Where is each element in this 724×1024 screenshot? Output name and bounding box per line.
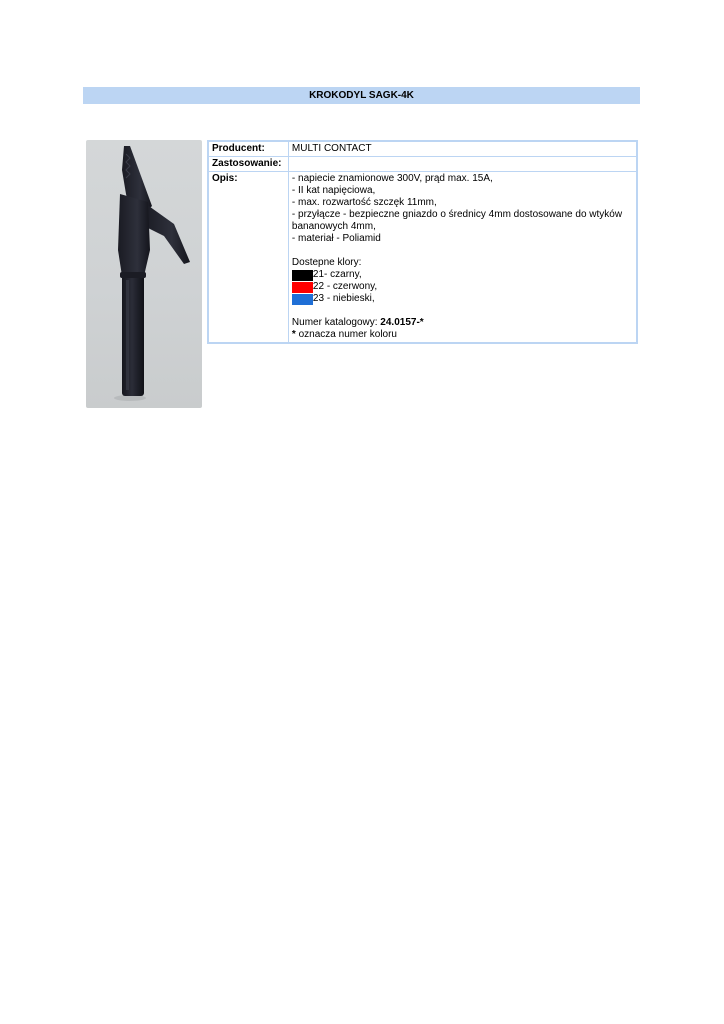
color-option <box>292 281 634 293</box>
opis-line: - napiecie znamionowe 300V, prąd max. 15A, <box>291 173 493 184</box>
catalog-line <box>292 317 634 329</box>
opis-value <box>288 172 637 344</box>
row-zastosowanie <box>208 157 637 172</box>
note-star: * <box>291 329 296 340</box>
color-label: 23 - niebieski, <box>312 293 375 304</box>
spacer <box>292 245 634 257</box>
zastosowanie-value <box>288 157 637 172</box>
zastosowanie-label: Zastosowanie: <box>208 157 288 172</box>
opis-line: - II kat napięciowa, <box>291 185 376 196</box>
opis-line: - przyłącze - bezpieczne gniazdo o średnicy 4mm dostosowane do wtyków bananowych 4mm, <box>291 209 623 232</box>
product-photo <box>86 140 202 408</box>
producent-label: Producent: <box>208 141 288 157</box>
color-swatch-blue <box>292 294 313 305</box>
catalog-number: 24.0157-* <box>380 317 424 328</box>
note-text: oznacza numer koloru <box>295 329 397 340</box>
crocodile-clip-photo-icon <box>86 140 202 408</box>
colors-heading: Dostepne klory: <box>291 257 362 268</box>
opis-line: - max. rozwartość szczęk 11mm, <box>291 197 437 208</box>
note-line <box>292 329 634 341</box>
row-opis <box>208 172 637 344</box>
color-swatch-red <box>292 282 313 293</box>
opis-label: Opis: <box>208 172 288 344</box>
color-swatch-black <box>292 270 313 281</box>
row-producent <box>208 141 637 157</box>
producent-value: MULTI CONTACT <box>288 141 637 157</box>
opis-line: - materiał - Poliamid <box>291 233 381 244</box>
product-title: KROKODYL SAGK-4K <box>83 87 640 104</box>
catalog-prefix: Numer katalogowy: <box>291 317 381 328</box>
color-label: 21- czarny, <box>312 269 362 280</box>
color-option <box>292 293 634 305</box>
color-label: 22 - czerwony, <box>312 281 378 292</box>
spec-table <box>207 140 638 344</box>
color-option <box>292 269 634 281</box>
spacer <box>292 305 634 317</box>
